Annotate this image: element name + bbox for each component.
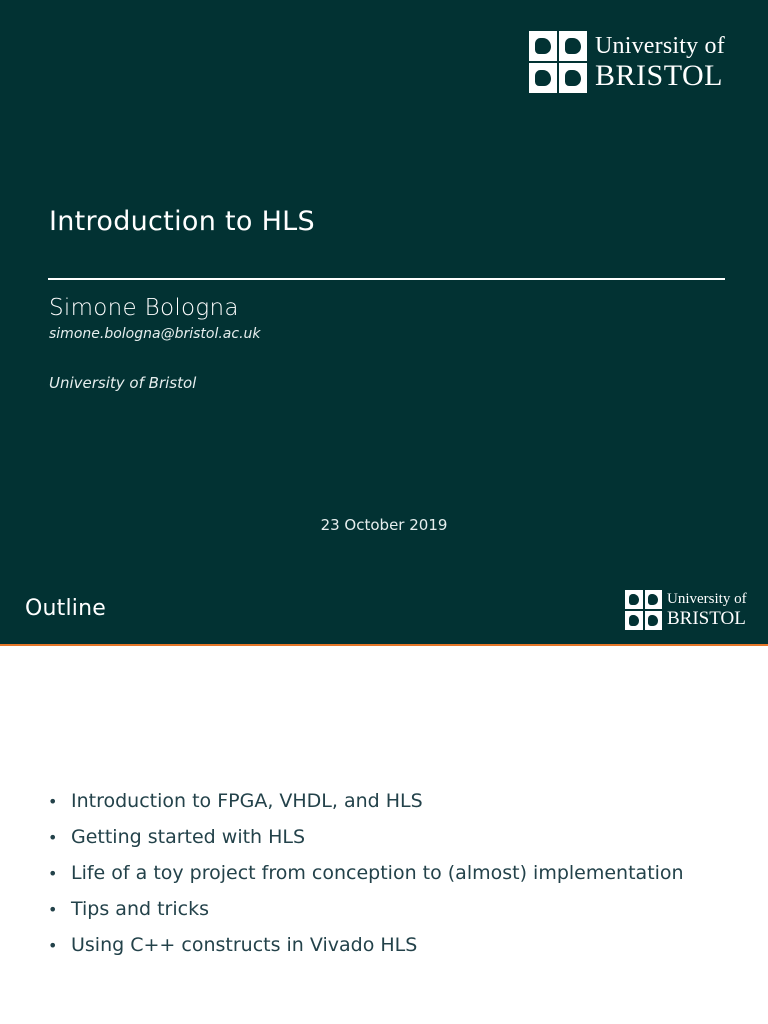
- presentation-date: 23 October 2019: [320, 516, 448, 534]
- university-logo: [529, 31, 725, 93]
- outline-item-text: Tips and tricks: [71, 898, 209, 920]
- bullet-icon: •: [48, 936, 58, 955]
- logo-line2: BRISTOL: [595, 58, 723, 92]
- outline-title: Outline: [25, 596, 106, 621]
- university-crest-icon: [529, 31, 587, 93]
- logo-wordmark: [595, 34, 725, 91]
- outline-item: [48, 898, 684, 934]
- author-institute: University of Bristol: [49, 374, 197, 392]
- logo-line2: BRISTOL: [667, 608, 746, 629]
- bullet-icon: •: [48, 792, 58, 811]
- bullet-icon: •: [48, 864, 58, 883]
- outline-item-text: Introduction to FPGA, VHDL, and HLS: [71, 790, 423, 812]
- author-name: Simone Bologna: [49, 295, 239, 321]
- logo-line1: University of: [667, 591, 747, 607]
- university-crest-icon: [625, 590, 662, 630]
- presentation-title: Introduction to HLS: [49, 206, 315, 237]
- bullet-icon: •: [48, 828, 58, 847]
- logo-line1: University of: [595, 32, 725, 59]
- outline-item-text: Using C++ constructs in Vivado HLS: [71, 934, 418, 956]
- outline-item-text: Getting started with HLS: [71, 826, 306, 848]
- title-divider: [48, 278, 725, 280]
- outline-item: [48, 790, 684, 826]
- logo-wordmark: [667, 592, 747, 628]
- outline-item-text: Life of a toy project from conception to (almost) implementation: [71, 862, 684, 884]
- university-logo-small: [625, 590, 747, 630]
- outline-item: [48, 826, 684, 862]
- outline-item: [48, 934, 684, 970]
- outline-list: [48, 790, 684, 970]
- outline-item: [48, 862, 684, 898]
- bullet-icon: •: [48, 900, 58, 919]
- outline-header-bar: [0, 588, 768, 646]
- author-email: simone.bologna@bristol.ac.uk: [49, 326, 261, 342]
